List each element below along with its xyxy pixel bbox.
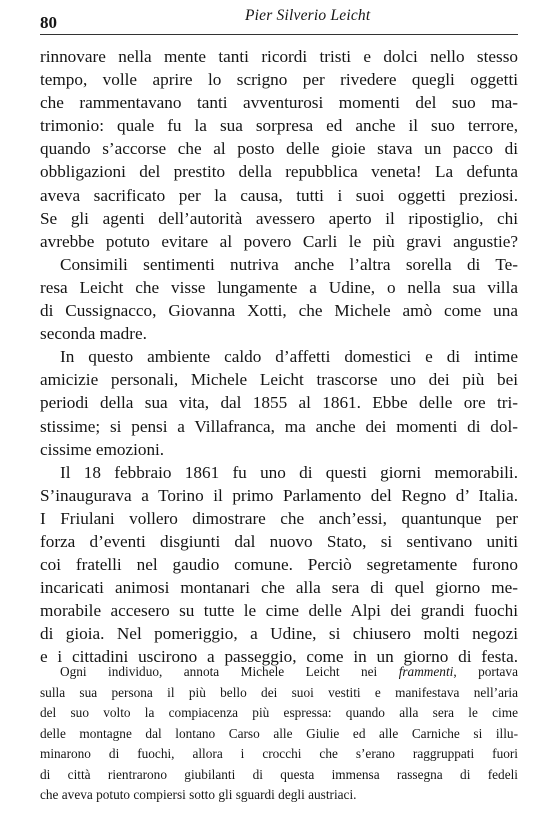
text-line: trimonio: quale fu la sua sorpresa ed anche il suo terrore, [40,116,518,136]
text-line: Se gli agenti dell’autorità avessero aperto il ripostiglio, chi [40,208,518,228]
text-line: resa Leicht che visse lungamente a Udine, o nella sua villa [40,277,518,297]
page-number: 80 [40,13,57,32]
page-header [40,7,518,37]
text-line: seconda madre. [40,324,147,344]
text-line: Consimili sentimenti nutriva anche l’altra sorella di Te- [60,254,518,274]
header-rule [40,34,518,35]
text-line: cissime emozioni. [40,439,165,459]
footnote [40,662,518,806]
text-line: quando s’accorse che al posto delle gioie stava un pacco di [40,139,518,159]
footnote-line: del suo volto la compiacenza più espressa: quando alla sera le cime [40,705,518,720]
text-line: di Cussignacco, Giovanna Xotti, che Michele amò come una [40,301,518,321]
footnote-line: minarono di fuochi, allora i crocchi che s’erano raggruppati fuori [40,746,518,761]
footnote-line: sulla sua persona il più bello dei suoi vestiti e manifestava nell’aria [40,684,518,700]
text-line: avrebbe potuto evitare al povero Carli le più gravi angustie? [40,231,518,251]
text-line: periodi della sua vita, dal 1855 al 1861. Ebbe delle ore tri- [40,393,518,413]
text-line: incaricati animosi montanari che alla sera di quel giorno me- [40,578,518,598]
text-line: aveva sacrificato per la causa, tutti i suoi oggetti preziosi. [40,185,518,205]
text-line: tempo, volle aprire lo scrigno per rivedere quegli oggetti [40,70,518,90]
text-line: e i cittadini uscirono a passeggio, come in un giorno di festa. [40,647,518,667]
text-line: di gioia. Nel pomeriggio, a Udine, si chiusero molti negozi [40,624,518,644]
footnote-text: Ogni individuo, annota Michele Leicht nei [60,664,399,679]
text-line: che rammentavano tanti avventurosi momenti del suo ma- [40,93,518,113]
footnote-line: di città rientrarono giubilanti di questa immensa rassegna di fedeli [40,766,518,782]
text-line: coi fratelli nel gaudio comune. Perciò segretamente furono [40,555,518,575]
text-line: In questo ambiente caldo d’affetti domestici e di intime [60,347,518,367]
text-line: rinnovare nella mente tanti ricordi tristi e dolci nello stesso [40,47,518,66]
text-line: I Friulani vollero dimostrare che anch’essi, quantunque per [40,508,518,528]
text-line: amicizie personali, Michele Leicht trascorse uno dei più bei [40,370,518,390]
footnote-italic-word: frammenti [398,664,454,679]
text-line: S’inaugurava a Torino il primo Parlamento del Regno d’ Italia. [40,485,518,505]
running-head: Pier Silverio Leicht [245,7,371,24]
text-line: Il 18 febbraio 1861 fu uno di questi giorni memorabili. [60,462,518,482]
text-line: stissime; si pensi a Villafranca, ma anche dei momenti di dol- [40,416,518,436]
footnote-line [40,662,518,683]
footnote-line: che aveva potuto compiersi sotto gli sguardi degli austriaci. [40,787,357,802]
body-text [40,45,518,669]
text-line: obbligazioni del prestito della repubblica veneta! La defunta [40,162,518,182]
text-line: forza d’eventi disgiunti dal nuovo Stato, si sentivano uniti [40,531,518,551]
footnote-line: delle montagne dal lontano Carso alle Giulie ed alle Carniche si illu- [40,725,518,741]
footnote-text: , portava [453,664,518,679]
text-line: morabile accesero su tutte le cime delle Alpi dei grandi fuochi [40,601,518,621]
